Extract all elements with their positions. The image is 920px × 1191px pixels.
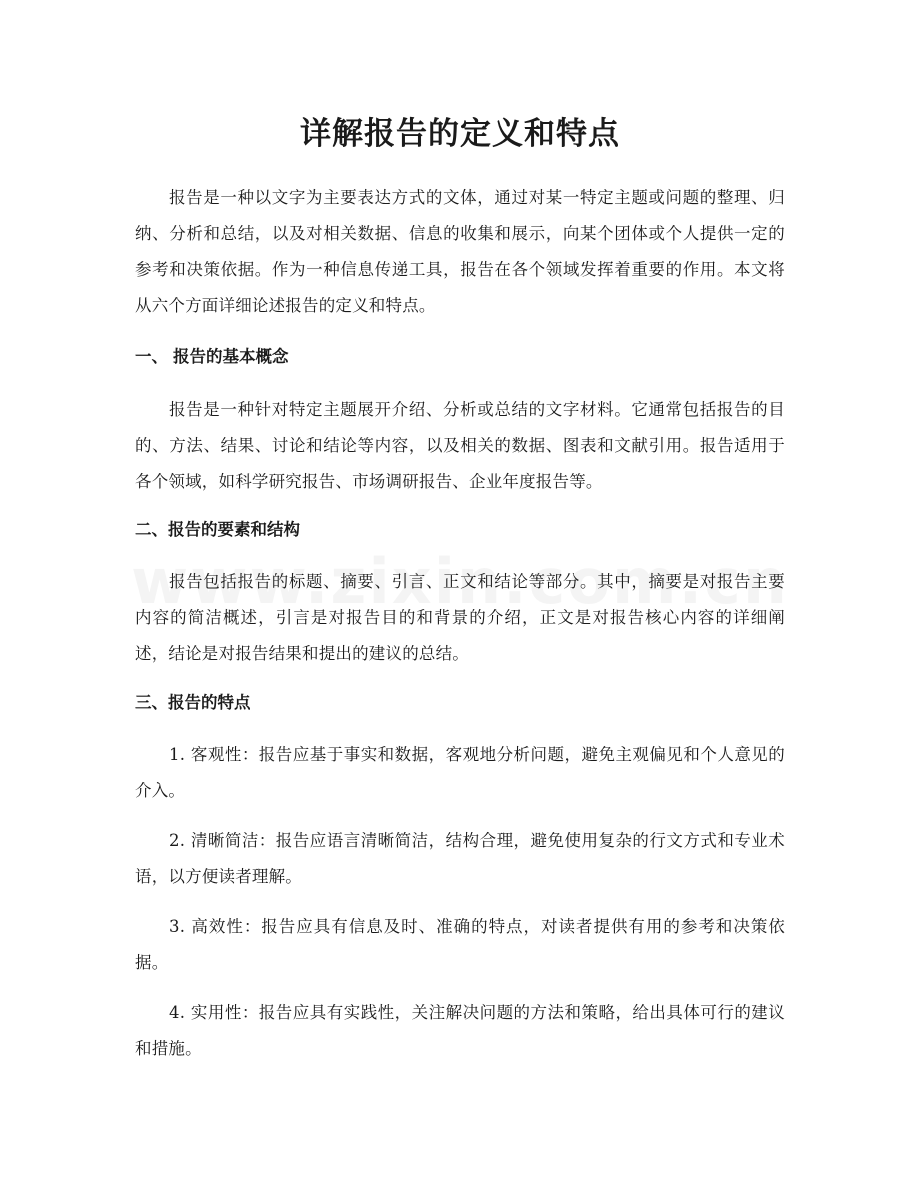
list-item: 3. 高效性：报告应具有信息及时、准确的特点，对读者提供有用的参考和决策依据。 bbox=[135, 917, 785, 972]
section-heading-2 bbox=[135, 518, 785, 542]
intro-paragraph: 报告是一种以文字为主要表达方式的文体，通过对某一特定主题或问题的整理、归纳、分析和总结，以及对相关数据、信息的收集和展示，向某个团体或个人提供一定的参考和决策依据。作为一种信息传递工具，报告在各个领域发挥着重要的作用。本文将从六个方面详细论述报告的定义和特点。 bbox=[135, 188, 785, 315]
section-heading-text: 报告的基本概念 bbox=[173, 347, 289, 366]
section-heading-text: 报告的特点 bbox=[168, 693, 251, 712]
section-heading-1 bbox=[135, 345, 785, 369]
page-title: 详解报告的定义和特点 bbox=[300, 116, 620, 152]
section-paragraph-1: 报告是一种针对特定主题展开介绍、分析或总结的文字材料。它通常包括报告的目的、方法、结果、讨论和结论等内容，以及相关的数据、图表和文献引用。报告适用于各个领域，如科学研究报告、市场调研报告、企业年度报告等。 bbox=[135, 400, 785, 491]
section-number: 二、 bbox=[135, 520, 168, 539]
list-item: 2. 清晰简洁：报告应语言清晰简洁，结构合理，避免使用复杂的行文方式和专业术语，以方便读者理解。 bbox=[135, 831, 785, 886]
section-paragraph-2: 报告包括报告的标题、摘要、引言、正文和结论等部分。其中，摘要是对报告主要内容的简洁概述，引言是对报告目的和背景的介绍，正文是对报告核心内容的详细阐述，结论是对报告结果和提出的建议的总结。 bbox=[135, 572, 785, 663]
list-item: 4. 实用性：报告应具有实践性，关注解决问题的方法和策略，给出具体可行的建议和措施。 bbox=[135, 1003, 785, 1058]
section-number: 一、 bbox=[135, 347, 168, 366]
section-heading-text: 报告的要素和结构 bbox=[168, 520, 300, 539]
section-number: 三、 bbox=[135, 693, 168, 712]
section-heading-3 bbox=[135, 691, 785, 715]
list-item: 1. 客观性：报告应基于事实和数据，客观地分析问题，避免主观偏见和个人意见的介入。 bbox=[135, 745, 785, 800]
